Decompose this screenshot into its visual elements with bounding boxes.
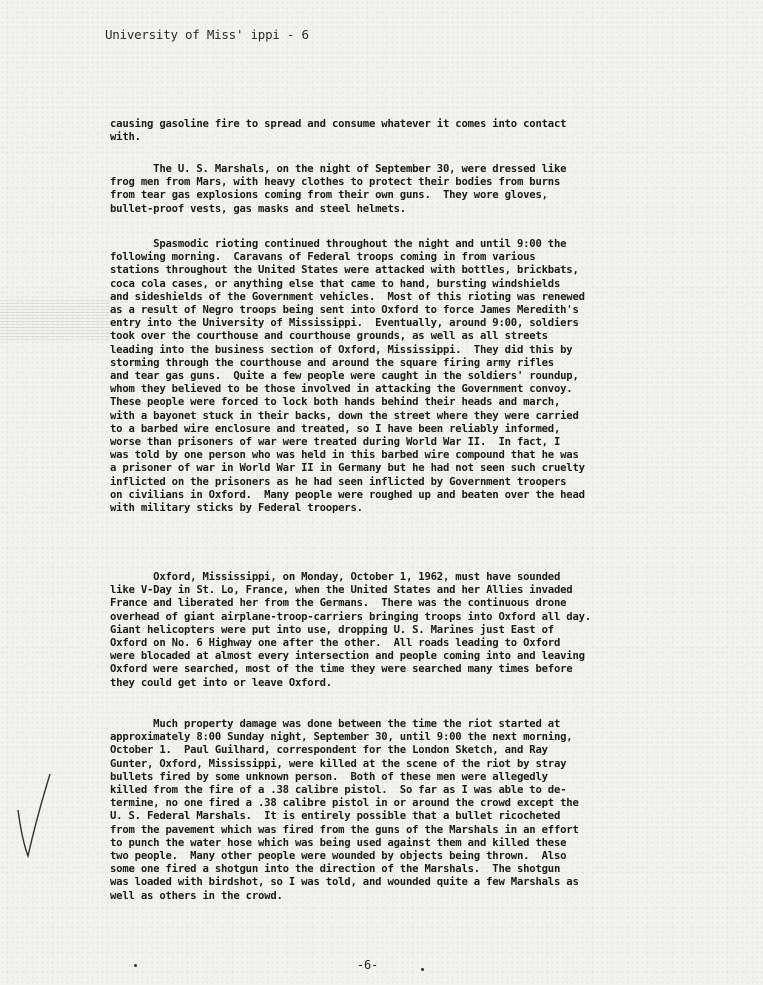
paragraph-2: The U. S. Marshals, on the night of September 30, were dressed like frog men from Mars, with heavy clothes to protect their bodies from burns from tear gas explosions coming from their own guns. They wore gloves, bullet-proof vests, gas masks and steel helmets.	[110, 163, 567, 215]
paragraph-1: causing gasoline fire to spread and consume whatever it comes into contact with.	[110, 118, 567, 144]
page-header: University of Miss' ippi - 6	[105, 27, 309, 42]
scan-dot	[134, 964, 137, 967]
page-number: -6-	[357, 958, 378, 972]
paragraph-3: Spasmodic rioting continued throughout the night and until 9:00 the following morning. Caravans of Federal troops coming in from various stations throughout the United States were attacked with bottles, brickbats, coca cola cases, or anything else that came to hand, bursting windshields and sideshields of the Government vehicles. Most of this rioting was renewed as a result of Negro troops being sent into Oxford to force James Meredith's entry into the University of Mississippi. Eventually, around 9:00, soldiers took over the courthouse and courthouse grounds, as well as all streets leading into the business section of Oxford, Mississippi. They did this by storming through the courthouse and around the square firing army rifles and tear gas guns. Quite a few people were caught in the soldiers' roundup, whom they believed to be those involved in attacking the Government convoy. These people were forced to lock both hands behind their heads and march, with a bayonet stuck in their backs, down the street where they were carried to a barbed wire enclosure and treated, so I have been reliably informed, worse than prisoners of war were treated during World War II. In fact, I was told by one person who was held in this barbed wire compound that he was a prisoner of war in World War II in Germany but he had not seen such cruelty inflicted on the prisoners as he had seen inflicted by Government troopers on civilians in Oxford. Many people were roughed up and beaten over the head with military sticks by Federal troopers.	[110, 238, 585, 515]
paragraph-4: Oxford, Mississippi, on Monday, October 1, 1962, must have sounded like V-Day in St. Lo, France, when the United States and her Allies invaded France and liberated her from the Germans. There was the continuous drone overhead of giant airplane-troop-carriers bringing troops into Oxford all day. Giant helicopters were put into use, dropping U. S. Marines just East of Oxford on No. 6 Highway one after the other. All roads leading to Oxford were blocaded at almost every intersection and people coming into and leaving Oxford were searched, most of the time they were searched many times before they could get into or leave Oxford.	[110, 571, 591, 689]
handwritten-check-mark	[14, 770, 54, 860]
scan-smudge	[0, 300, 110, 340]
scan-dot	[421, 968, 424, 971]
paragraph-5: Much property damage was done between the time the riot started at approximately 8:00 Sunday night, September 30, until 9:00 the next morning, October 1. Paul Guilhard, correspondent for the London Sketch, and Ray Gunter, Oxford, Mississippi, were killed at the scene of the riot by stray bullets fired by some unknown person. Both of these men were allegedly killed from the fire of a .38 calibre pistol. So far as I was able to de- termine, no one fired a .38 calibre pistol in or around the crowd except the U. S. Federal Marshals. It is entirely possible that a bullet ricocheted from the pavement which was fired from the guns of the Marshals in an effort to punch the water hose which was being used against them and killed these two people. Many other people were wounded by objects being thrown. Also some one fired a shotgun into the direction of the Marshals. The shotgun was loaded with birdshot, so I was told, and wounded quite a few Marshals as well as others in the crowd.	[110, 718, 579, 902]
